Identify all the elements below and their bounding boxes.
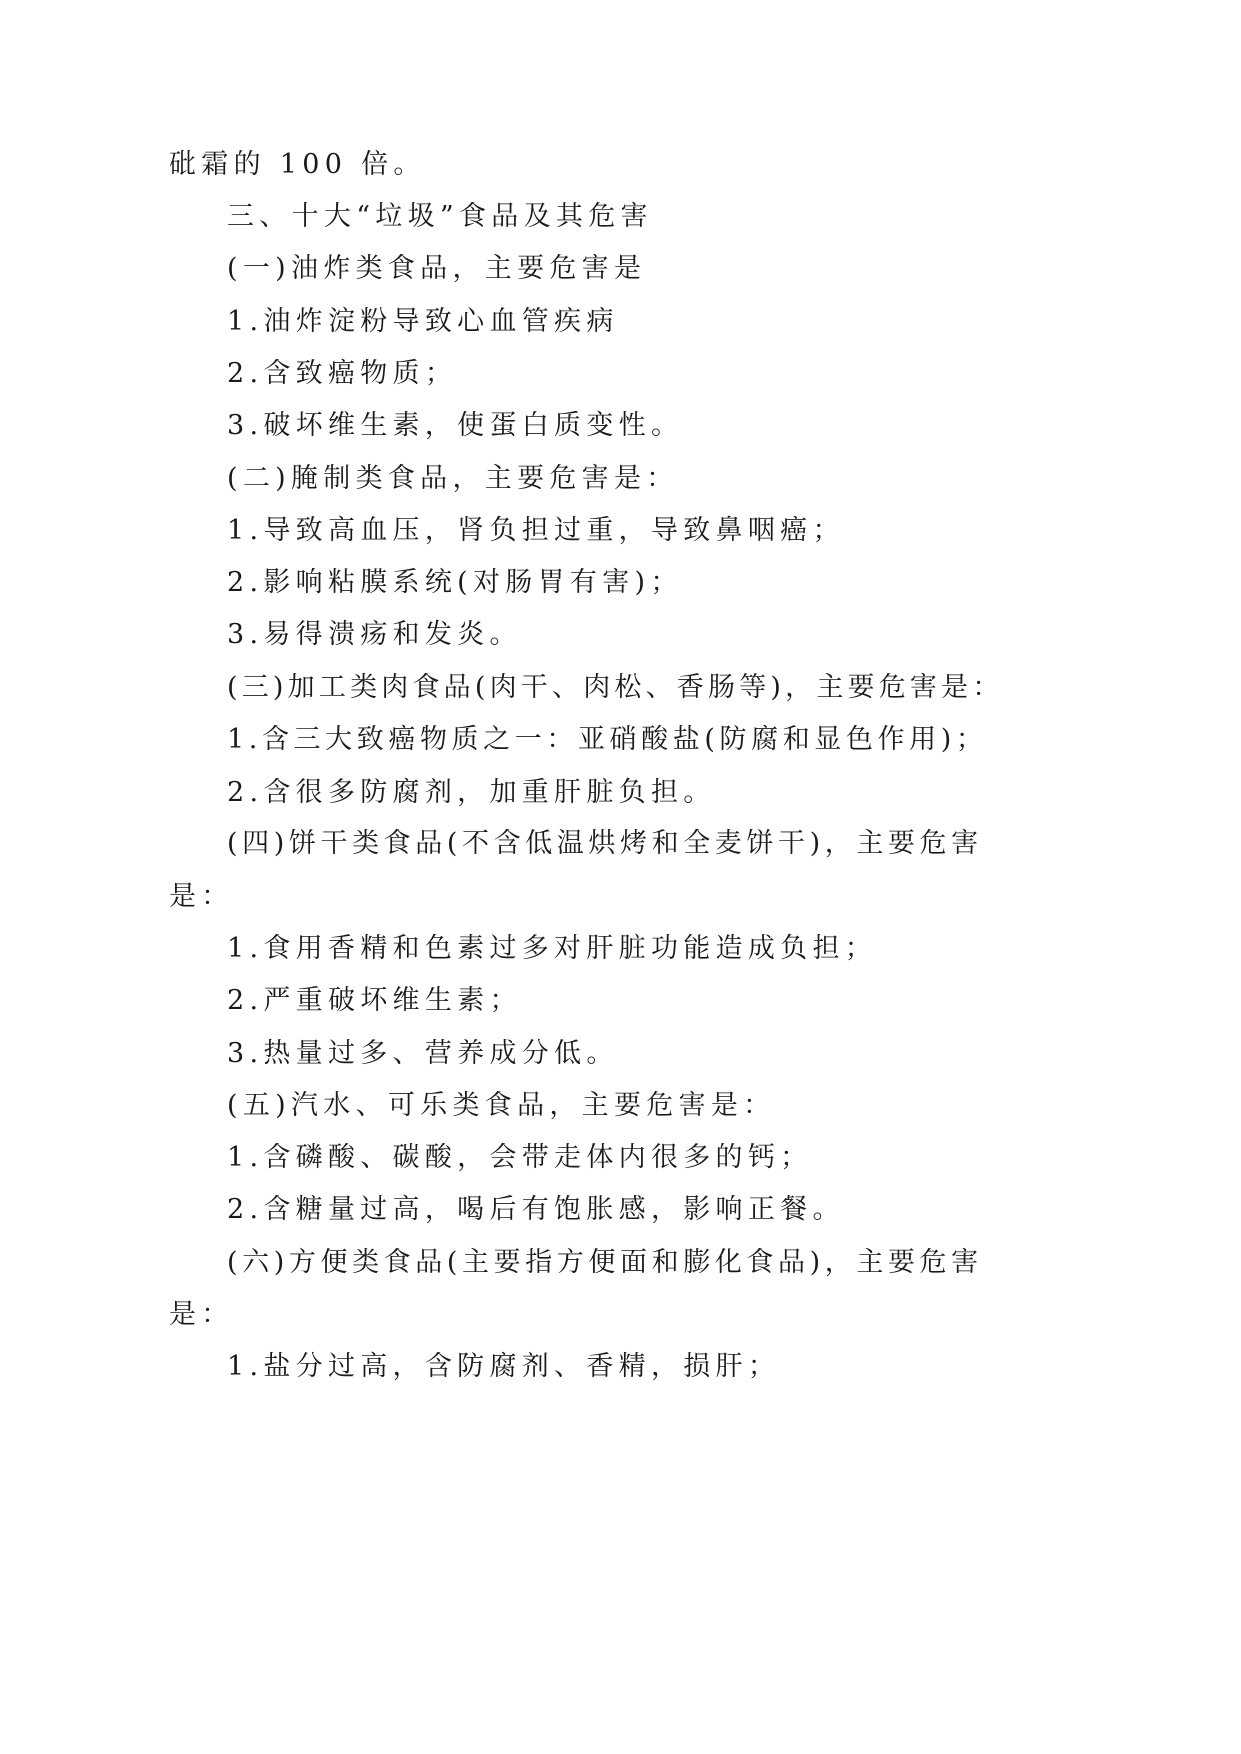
- list-item: 2.含很多防腐剂，加重肝脏负担。: [227, 777, 716, 808]
- list-item: 1.含三大致癌物质之一：亚硝酸盐(防腐和显色作用)；: [227, 724, 988, 755]
- list-item: 3.热量过多、营养成分低。: [227, 1038, 619, 1069]
- list-item: 1.盐分过高，含防腐剂、香精，损肝；: [227, 1351, 781, 1382]
- text-line: 是：: [169, 881, 234, 912]
- list-item: 1.油炸淀粉导致心血管疾病: [227, 306, 619, 337]
- subsection-heading: (五)汽水、可乐类食品，主要危害是：: [227, 1090, 776, 1121]
- list-item: 3.易得溃疡和发炎。: [227, 619, 522, 650]
- list-item: 1.食用香精和色素过多对肝脏功能造成负担；: [227, 933, 878, 964]
- subsection-heading: (三)加工类肉食品(肉干、肉松、香肠等)，主要危害是：: [227, 672, 1004, 703]
- text-line: 砒霜的 100 倍。: [169, 149, 426, 180]
- list-item: 1.含磷酸、碳酸，会带走体内很多的钙；: [227, 1142, 813, 1173]
- list-item: 2.含糖量过高，喝后有饱胀感，影响正餐。: [227, 1194, 845, 1225]
- list-item: 3.破坏维生素，使蛋白质变性。: [227, 410, 684, 441]
- section-heading: 三、十大“垃圾”食品及其危害: [227, 201, 653, 232]
- subsection-heading: (四)饼干类食品(不含低温烘烤和全麦饼干)，主要危害: [227, 828, 983, 859]
- text-line: 是：: [169, 1299, 234, 1330]
- list-item: 2.严重破坏维生素；: [227, 985, 522, 1016]
- list-item: 1.导致高血压，肾负担过重，导致鼻咽癌；: [227, 515, 845, 546]
- subsection-heading: (六)方便类食品(主要指方便面和膨化食品)，主要危害: [227, 1247, 983, 1278]
- list-item: 2.影响粘膜系统(对肠胃有害)；: [227, 567, 683, 598]
- list-item: 2.含致癌物质；: [227, 358, 458, 389]
- subsection-heading: (一)油炸类食品，主要危害是: [227, 253, 647, 284]
- subsection-heading: (二)腌制类食品，主要危害是：: [227, 463, 679, 494]
